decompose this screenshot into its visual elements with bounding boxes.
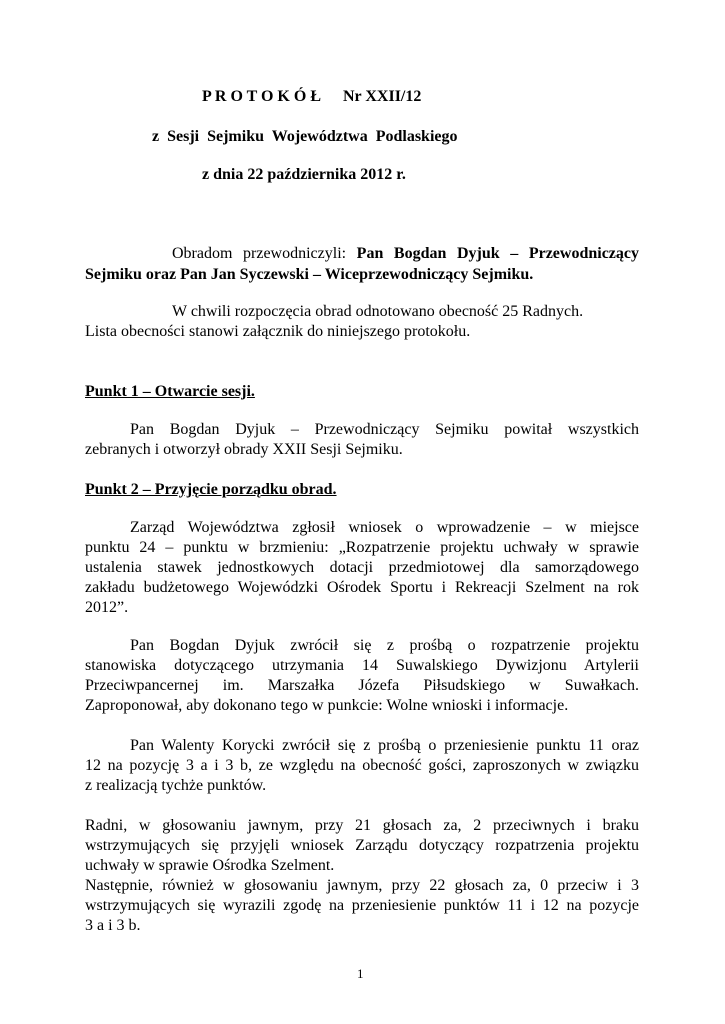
point2-para1-line-5: 2012”.: [85, 599, 129, 616]
point2-para1-line-1: Zarząd Województwa zgłosił wniosek o wprowadzenie – w miejsce: [130, 519, 639, 536]
point2-para3-line-1: Pan Walenty Korycki zwrócił się z prośbą o przeniesienie punktu 11 oraz: [130, 737, 639, 754]
point2-para4-line-2: wstrzymujących się przyjęli wniosek Zarządu dotyczący rozpatrzenia projektu: [85, 837, 639, 854]
protocol-title: [202, 87, 421, 107]
point1-line-1: Pan Bogdan Dyjuk – Przewodniczący Sejmiku powitał wszystkich: [130, 421, 639, 438]
point2-para4-line-3: uchwały w sprawie Ośrodka Szelment.: [85, 857, 335, 874]
point1-heading: Punkt 1 – Otwarcie sesji.: [85, 383, 255, 400]
chair-prefix: Obradom przewodniczyli:: [172, 245, 357, 262]
point2-para2-line-2: stanowiska dotyczącego utrzymania 14 Suwalskiego Dywizjonu Artylerii: [85, 657, 639, 674]
point2-para4-line-5: wstrzymujących się wyrazili zgodę na przeniesienie punktów 11 i 12 na pozycje: [85, 897, 639, 914]
point2-para2-line-3: Przeciwpancernej im. Marszałka Józefa Piłsudskiego w Suwałkach.: [85, 677, 639, 694]
point2-para4-line-6: 3 a i 3 b.: [85, 917, 141, 934]
point2-para4-line-1: Radni, w głosowaniu jawnym, przy 21 głosach za, 2 przeciwnych i braku: [85, 817, 639, 834]
protocol-title-word: P R O T O K Ó Ł: [202, 88, 321, 105]
protocol-subtitle: z Sesji Sejmiku Województwa Podlaskiego: [152, 128, 458, 145]
point1-line-2: zebranych i otworzył obrady XXII Sesji Sejmiku.: [85, 441, 403, 458]
point2-para1-line-2: punktu 24 – punktu w brzmieniu: „Rozpatrzenie projektu uchwały w sprawie: [85, 539, 639, 556]
point2-para2-line-4: Zaproponował, aby dokonano tego w punkcie: Wolne wnioski i informacje.: [85, 697, 569, 714]
point2-para1-line-3: ustalenia stawek jednostkowych dotacji przedmiotowej dla samorządowego: [85, 559, 639, 576]
chair-line-1: [172, 244, 639, 264]
attendance-line-1: W chwili rozpoczęcia obrad odnotowano obecność 25 Radnych.: [172, 303, 584, 320]
point2-heading: Punkt 2 – Przyjęcie porządku obrad.: [85, 481, 337, 498]
protocol-date: z dnia 22 października 2012 r.: [202, 166, 406, 183]
chair-line-2: Sejmiku oraz Pan Jan Syczewski – Wiceprzewodniczący Sejmiku.: [85, 266, 534, 283]
page-number: 1: [357, 966, 364, 981]
protocol-number: Nr XXII/12: [343, 88, 422, 105]
chair-names-1: Pan Bogdan Dyjuk – Przewodniczący: [356, 245, 640, 262]
point2-para1-line-4: zakładu budżetowego Wojewódzki Ośrodek Sportu i Rekreacji Szelment na rok: [85, 579, 639, 596]
point2-para2-line-1: Pan Bogdan Dyjuk zwrócił się z prośbą o rozpatrzenie projektu: [130, 637, 639, 654]
point2-para3-line-2: 12 na pozycję 3 a i 3 b, ze względu na obecność gości, zaproszonych w związku: [85, 757, 639, 774]
point2-para3-line-3: z realizacją tychże punktów.: [85, 777, 267, 794]
attendance-line-2: Lista obecności stanowi załącznik do niniejszego protokołu.: [85, 323, 471, 340]
point2-para4-line-4: Następnie, również w głosowaniu jawnym, przy 22 głosach za, 0 przeciw i 3: [85, 877, 639, 894]
